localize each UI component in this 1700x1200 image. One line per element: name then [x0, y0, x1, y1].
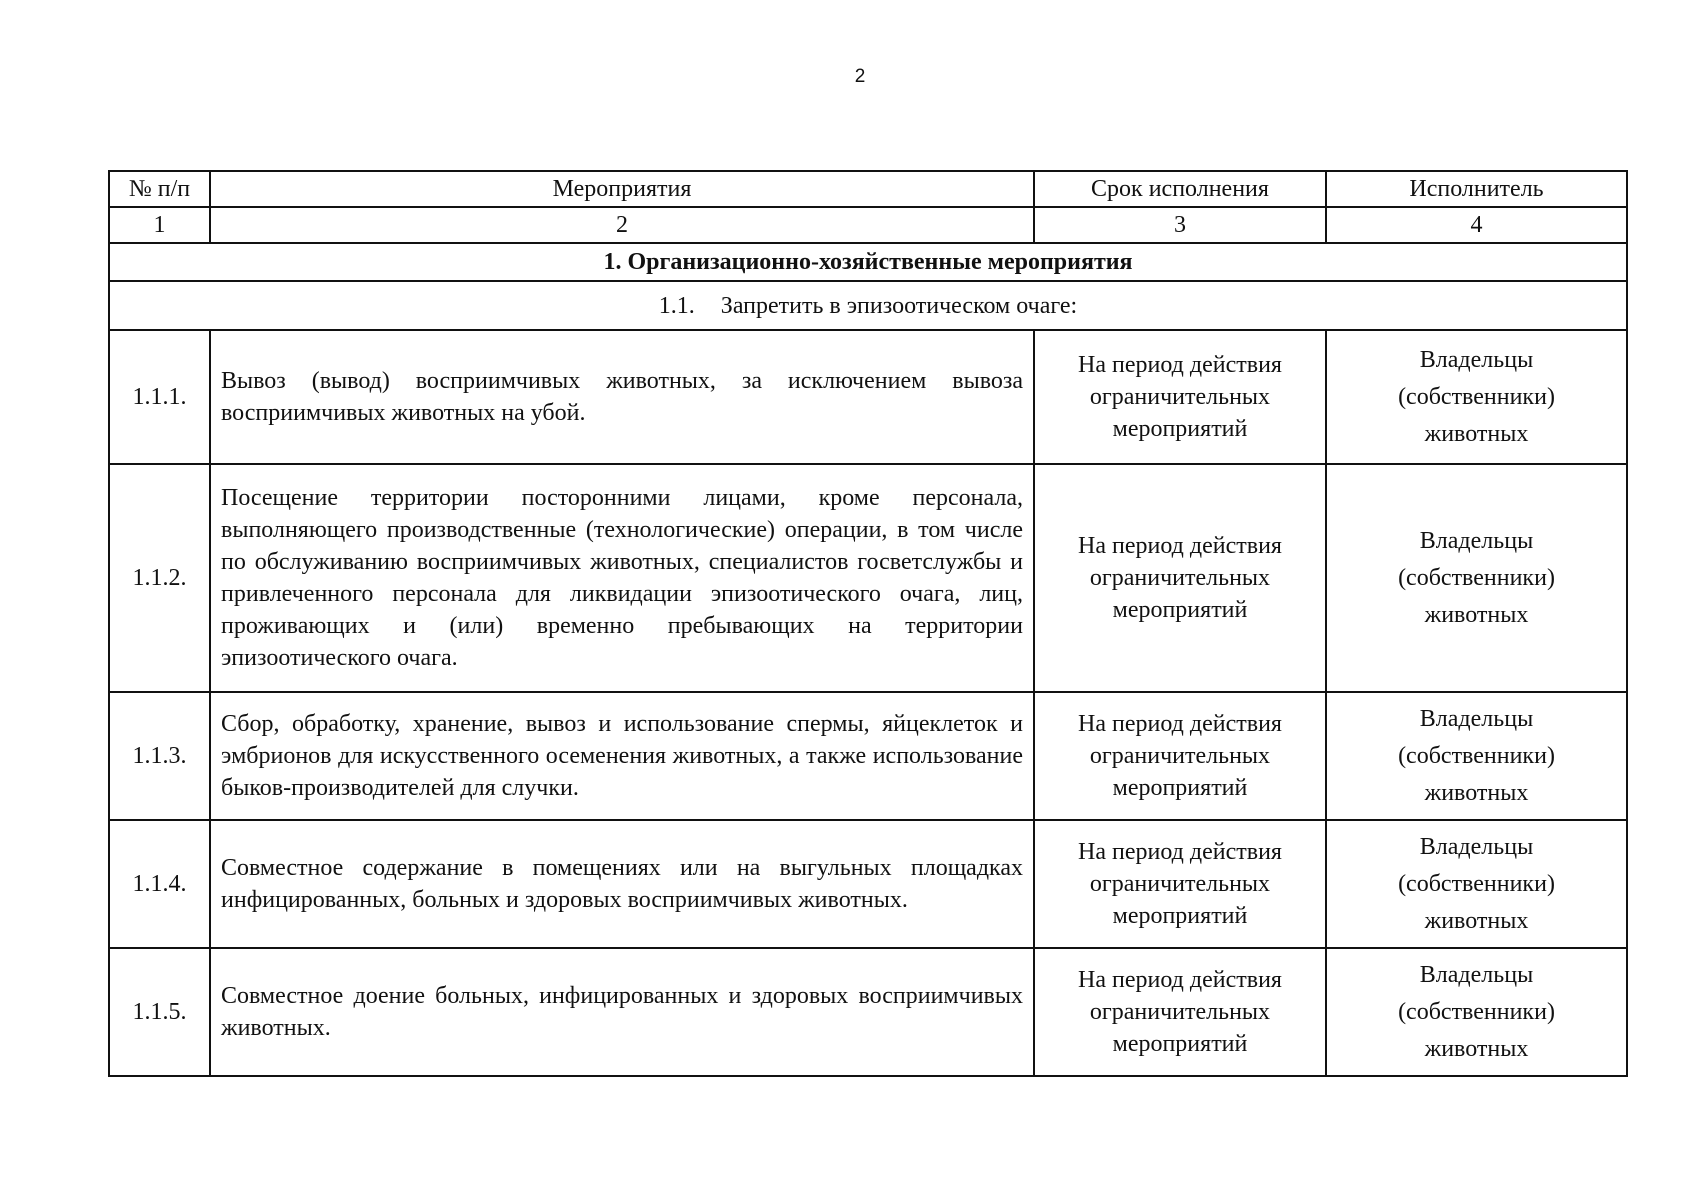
term-line: мероприятий — [1112, 775, 1248, 801]
table-row — [109, 692, 1627, 820]
term-line: мероприятий — [1112, 597, 1248, 623]
term-cell — [1034, 692, 1326, 820]
executor-cell — [1326, 692, 1627, 820]
term-cell — [1034, 948, 1326, 1076]
executor-line: Владельцы — [1419, 833, 1534, 860]
executor-cell — [1326, 948, 1627, 1076]
subsection-cell — [109, 281, 1627, 330]
row-number: 1.1.1. — [109, 330, 210, 464]
measure-text: Совместное содержание в помещениях или на выгульных площадках инфицированных, больных и здоровых восприимчивых животных. — [210, 820, 1034, 948]
executor-line: Владельцы — [1419, 961, 1534, 988]
term-cell — [1034, 464, 1326, 692]
term-line: На период действия — [1078, 352, 1282, 378]
subsection-number: 1.1. — [658, 292, 695, 319]
executor-line: животных — [1424, 601, 1529, 628]
row-number: 1.1.4. — [109, 820, 210, 948]
term-line: ограничительных — [1089, 871, 1271, 897]
measure-text: Сбор, обработку, хранение, вывоз и использование спермы, яйцеклеток и эмбрионов для искусственного осеменения животных, а также использование быков-производителей для случки. — [210, 692, 1034, 820]
row-number: 1.1.5. — [109, 948, 210, 1076]
term-line: мероприятий — [1112, 1031, 1248, 1057]
page-number: 2 — [854, 66, 866, 87]
executor-line: животных — [1424, 779, 1529, 806]
table-row — [109, 464, 1627, 692]
term-cell — [1034, 330, 1326, 464]
header-measures: Мероприятия — [210, 171, 1034, 207]
measures-table — [108, 170, 1628, 1077]
row-number: 1.1.2. — [109, 464, 210, 692]
section-row — [109, 243, 1627, 281]
column-numbers-row — [109, 207, 1627, 243]
term-line: ограничительных — [1089, 384, 1271, 410]
header-number: № п/п — [109, 171, 210, 207]
header-row — [109, 171, 1627, 207]
term-line: На период действия — [1078, 533, 1282, 559]
executor-line: Владельцы — [1419, 527, 1534, 554]
executor-line: животных — [1424, 907, 1529, 934]
term-line: ограничительных — [1089, 565, 1271, 591]
executor-line: Владельцы — [1419, 346, 1534, 373]
executor-line: (собственники) — [1398, 742, 1555, 769]
measure-text: Посещение территории посторонними лицами, кроме персонала, выполняющего производственные (технологические) операции, в том числе по обслуживанию восприимчивых животных, специалистов госветслужбы и привлеченного персонала для ликвидации эпизоотического очага, лиц, проживающих и (или) временно пребывающих на территории эпизоотического очага. — [210, 464, 1034, 692]
executor-cell — [1326, 464, 1627, 692]
column-number: 3 — [1034, 207, 1326, 243]
executor-line: животных — [1424, 420, 1529, 447]
executor-line: Владельцы — [1419, 705, 1534, 732]
term-line: мероприятий — [1112, 416, 1248, 442]
executor-cell — [1326, 330, 1627, 464]
term-line: мероприятий — [1112, 903, 1248, 929]
subsection-title: Запретить в эпизоотическом очаге: — [720, 292, 1078, 319]
term-line: На период действия — [1078, 839, 1282, 865]
column-number: 1 — [109, 207, 210, 243]
term-line: ограничительных — [1089, 743, 1271, 769]
executor-line: (собственники) — [1398, 998, 1555, 1025]
table-row — [109, 948, 1627, 1076]
term-line: На период действия — [1078, 967, 1282, 993]
measure-text: Совместное доение больных, инфицированных и здоровых восприимчивых животных. — [210, 948, 1034, 1076]
column-number: 4 — [1326, 207, 1627, 243]
term-cell — [1034, 820, 1326, 948]
subsection-row — [109, 281, 1627, 330]
table-row — [109, 820, 1627, 948]
executor-line: (собственники) — [1398, 564, 1555, 591]
header-executor: Исполнитель — [1326, 171, 1627, 207]
table-row — [109, 330, 1627, 464]
term-line: ограничительных — [1089, 999, 1271, 1025]
measure-text: Вывоз (вывод) восприимчивых животных, за исключением вывоза восприимчивых животных на убой. — [210, 330, 1034, 464]
term-line: На период действия — [1078, 711, 1282, 737]
row-number: 1.1.3. — [109, 692, 210, 820]
executor-cell — [1326, 820, 1627, 948]
executor-line: (собственники) — [1398, 870, 1555, 897]
column-number: 2 — [210, 207, 1034, 243]
header-term: Срок исполнения — [1034, 171, 1326, 207]
executor-line: (собственники) — [1398, 383, 1555, 410]
section-title: 1. Организационно-хозяйственные мероприятия — [109, 243, 1627, 281]
executor-line: животных — [1424, 1035, 1529, 1062]
